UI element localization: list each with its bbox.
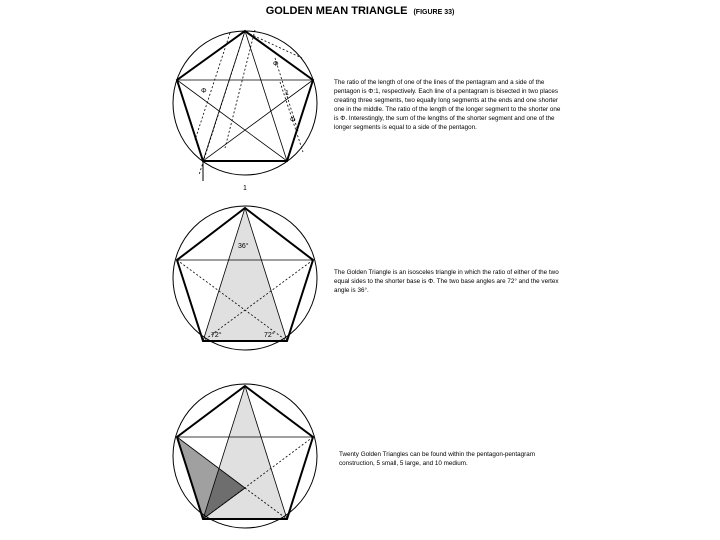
pentagon-1 <box>177 31 313 161</box>
label-one-bottom: 1 <box>243 185 247 192</box>
figure-3-caption: Twenty Golden Triangles can be found within the pentagon-pentagram construction, 5 small, 5 large, and 10 medium. <box>339 451 536 467</box>
circumcircle-1 <box>173 31 317 175</box>
figure-2-caption: The Golden Triangle is an isosceles triangle in which the ratio of either of the two equal sides to the shorter base is Φ. The two base angles are 72° and the vertex angle is 36°. <box>334 269 559 294</box>
figure-1-pentagram-ratios <box>173 30 317 192</box>
base-angle-right-label: 72° <box>264 332 275 339</box>
title-text: GOLDEN MEAN TRIANGLE <box>265 5 408 17</box>
golden-triangle-shaded <box>203 208 287 341</box>
base-angle-left-label: 72° <box>211 332 222 339</box>
figure-2-golden-triangle <box>173 206 317 350</box>
label-phi-right-top: Φ <box>273 61 279 68</box>
figure-reference: (FIGURE 33) <box>413 9 455 16</box>
vertex-angle-label: 36° <box>238 243 249 250</box>
figure-3-twenty-triangles <box>173 384 317 528</box>
measure-lines-1 <box>195 30 303 175</box>
label-phi-left: Φ <box>201 88 207 95</box>
label-one-right: 1 <box>285 90 289 97</box>
label-phi-right-low: Φ <box>290 117 296 124</box>
figure-1-caption: The ratio of the length of one of the lines of the pentagram and a side of the pentagon is Φ:1, respectively. Each line of a pentagram is bisected in two places creating three segments, two equally long segments at the ends and one shorter one in the middle. The ratio of the length of the longer segment to the shorter one is Φ. Interestingly, the sum of the lengths of the shorter segment and one of the longer segments is equal to a side of the pentagon. <box>334 79 561 131</box>
